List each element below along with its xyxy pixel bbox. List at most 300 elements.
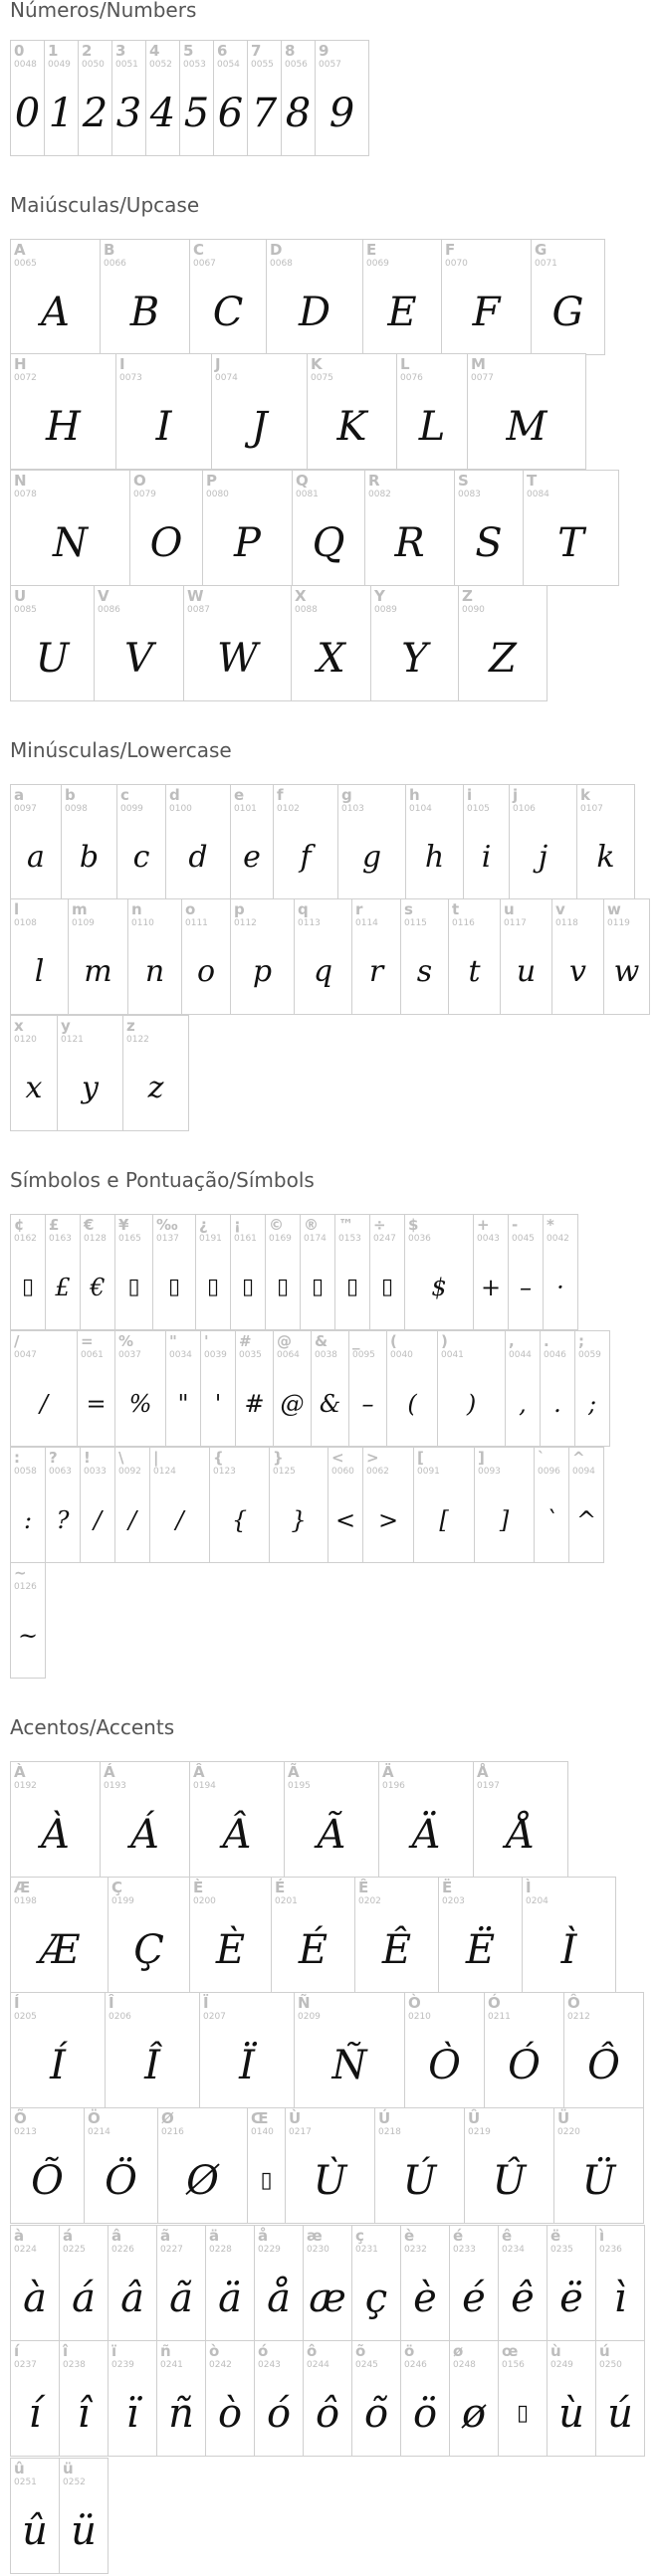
glyph-sample: / <box>93 1505 103 1534</box>
character-code: 0197 <box>477 1781 500 1791</box>
glyph-sample: J <box>251 403 268 450</box>
glyph-sample: d <box>188 840 208 875</box>
glyph-cell <box>61 784 117 900</box>
character-code: 0059 <box>578 1350 601 1360</box>
character-code: 0207 <box>203 2012 226 2022</box>
character-label: ö <box>404 2342 415 2360</box>
glyph-sample: p <box>252 954 273 989</box>
glyph-cell <box>235 1330 274 1447</box>
glyph-cell <box>449 2340 499 2457</box>
section-title: Maiúsculas/Upcase <box>10 193 200 217</box>
glyph-cell <box>509 784 577 900</box>
character-code: 0055 <box>251 60 274 70</box>
glyph-cell <box>534 1447 569 1563</box>
character-label: L <box>400 355 410 373</box>
character-code: 0079 <box>133 490 156 499</box>
glyph-sample: Î <box>144 2042 160 2088</box>
glyph-cell <box>603 898 650 1015</box>
character-label: Ù <box>289 2109 302 2127</box>
glyph-cell <box>334 1214 370 1330</box>
glyph-cell <box>189 1761 285 1878</box>
glyph-sample: N <box>53 519 88 566</box>
character-label: ^ <box>572 1449 585 1467</box>
glyph-cell <box>266 239 363 355</box>
character-label: Ê <box>358 1879 369 1896</box>
glyph-cell <box>354 1877 439 1993</box>
character-code: 0050 <box>82 60 105 70</box>
glyph-sample: T <box>557 519 584 566</box>
character-label: ) <box>441 1332 448 1350</box>
character-code: 0110 <box>131 918 154 928</box>
glyph-cell <box>202 470 293 586</box>
glyph-cell <box>10 470 130 586</box>
character-code: 0086 <box>98 605 120 615</box>
glyph-cell <box>156 2225 206 2341</box>
character-label: M <box>471 355 486 373</box>
glyph-cell <box>500 898 552 1015</box>
character-code: 0095 <box>352 1350 375 1360</box>
character-label: c <box>120 786 129 804</box>
glyph-cell <box>351 898 401 1015</box>
character-label: q <box>298 900 309 918</box>
glyph-cell <box>531 239 605 355</box>
character-code: 0115 <box>404 918 427 928</box>
glyph-cell <box>553 2107 644 2224</box>
character-label: ¿ <box>199 1216 208 1234</box>
glyph-cell <box>77 1330 115 1447</box>
glyph-row <box>10 1761 567 1878</box>
character-code: 0165 <box>118 1234 141 1244</box>
character-code: 0209 <box>298 2012 321 2022</box>
character-code: 0052 <box>149 60 172 70</box>
glyph-row <box>10 353 585 470</box>
character-code: 0191 <box>199 1234 222 1244</box>
glyph-sample: v <box>569 954 586 989</box>
character-label: 2 <box>82 42 93 60</box>
character-code: 0218 <box>378 2127 401 2137</box>
character-code: 0069 <box>366 259 389 269</box>
glyph-cell <box>10 40 45 156</box>
glyph-cell <box>438 1877 523 1993</box>
glyph-cell <box>300 1214 335 1330</box>
glyph-cell <box>10 2225 60 2341</box>
glyph-sample: > <box>377 1505 399 1534</box>
character-label: ü <box>63 2460 74 2477</box>
character-code: 0241 <box>160 2360 183 2370</box>
character-code: 0238 <box>63 2360 86 2370</box>
glyph-sample: t <box>468 954 481 989</box>
glyph-sample: P <box>234 519 261 566</box>
character-label: Ó <box>488 1994 501 2012</box>
character-label: 5 <box>183 42 194 60</box>
character-code: 0108 <box>14 918 37 928</box>
character-code: 0116 <box>452 918 475 928</box>
glyph-cell <box>183 585 292 701</box>
character-label: ( <box>390 1332 397 1350</box>
glyph-sample: m <box>84 954 112 989</box>
character-code: 0073 <box>119 373 142 383</box>
glyph-row <box>10 239 604 355</box>
character-label: t <box>452 900 460 918</box>
character-label: Æ <box>14 1879 31 1896</box>
character-label: È <box>193 1879 204 1896</box>
character-label: * <box>547 1216 554 1234</box>
character-code: 0074 <box>215 373 238 383</box>
character-code: 0036 <box>408 1234 431 1244</box>
glyph-cell <box>576 784 635 900</box>
character-code: 0196 <box>382 1781 405 1791</box>
glyph-row <box>10 2458 108 2574</box>
glyph-cell <box>285 2107 375 2224</box>
character-code: 0122 <box>126 1035 149 1045</box>
glyph-cell <box>10 239 101 355</box>
character-label: u <box>504 900 515 918</box>
character-label: ñ <box>160 2342 171 2360</box>
character-label: ~ <box>14 1564 27 1582</box>
character-label: P <box>206 472 217 490</box>
character-label: õ <box>355 2342 366 2360</box>
character-label: ® <box>304 1216 319 1234</box>
character-label: n <box>131 900 142 918</box>
glyph-sample: [ <box>439 1505 449 1534</box>
character-label: C <box>193 241 205 259</box>
character-code: 0082 <box>368 490 391 499</box>
character-code: 0038 <box>315 1350 337 1360</box>
character-code: 0042 <box>547 1234 569 1244</box>
character-label: o <box>185 900 196 918</box>
character-label: e <box>234 786 245 804</box>
character-code: 0064 <box>277 1350 300 1360</box>
glyph-cell <box>362 1447 414 1563</box>
section-title: Símbolos e Pontuação/Símbols <box>10 1168 315 1192</box>
glyph-cell <box>328 1447 363 1563</box>
character-label: d <box>169 786 180 804</box>
glyph-sample: M <box>506 403 548 450</box>
character-code: 0206 <box>109 2012 131 2022</box>
glyph-cell <box>108 2225 157 2341</box>
glyph-cell <box>441 239 532 355</box>
character-label: # <box>239 1332 252 1350</box>
glyph-sample: $ <box>431 1273 447 1301</box>
character-code: 0060 <box>331 1467 354 1477</box>
character-label: 3 <box>115 42 126 60</box>
glyph-sample: Ê <box>381 1926 412 1973</box>
glyph-sample: ( <box>407 1389 417 1418</box>
glyph-cell <box>230 784 274 900</box>
glyph-cell <box>10 353 116 470</box>
glyph-sample: ú <box>607 2390 633 2437</box>
glyph-cell <box>303 2225 352 2341</box>
glyph-sample: / <box>127 1505 137 1534</box>
glyph-sample: . <box>553 1389 561 1418</box>
glyph-cell <box>10 1447 46 1563</box>
glyph-cell <box>348 1330 387 1447</box>
character-label: m <box>72 900 88 918</box>
glyph-sample: ? <box>56 1505 70 1534</box>
character-code: 0065 <box>14 259 37 269</box>
glyph-cell <box>454 470 524 586</box>
character-code: 0107 <box>580 804 603 814</box>
glyph-cell <box>247 40 282 156</box>
glyph-sample: Í <box>50 2042 66 2088</box>
glyph-sample: î <box>77 2390 91 2437</box>
glyph-sample: Ï <box>239 2042 255 2088</box>
character-label: Ö <box>88 2109 101 2127</box>
character-label: ¢ <box>14 1216 25 1234</box>
glyph-sample: ô <box>315 2390 340 2437</box>
glyph-cell <box>10 784 62 900</box>
glyph-sample: n <box>144 954 165 989</box>
character-label: : <box>14 1449 20 1467</box>
character-label: T <box>527 472 538 490</box>
character-label: Ì <box>526 1879 532 1896</box>
glyph-cell <box>413 1447 475 1563</box>
glyph-sample: k <box>596 840 615 875</box>
glyph-sample: à <box>23 2275 47 2321</box>
character-code: 0113 <box>298 918 321 928</box>
glyph-sample: ò <box>217 2390 243 2437</box>
glyph-cell <box>45 1447 81 1563</box>
glyph-sample: ä <box>218 2275 242 2321</box>
glyph-sample: Á <box>130 1811 159 1858</box>
character-code: 0061 <box>81 1350 104 1360</box>
character-code: 0153 <box>338 1234 361 1244</box>
character-label: Œ <box>251 2109 269 2127</box>
character-label: Ü <box>557 2109 570 2127</box>
glyph-cell <box>281 40 316 156</box>
glyph-sample: 0 <box>14 90 41 136</box>
character-label: 4 <box>149 42 160 60</box>
character-label: ™ <box>338 1216 353 1234</box>
glyph-sample: W <box>216 635 259 682</box>
glyph-cell <box>205 2225 255 2341</box>
glyph-sample: A <box>41 289 70 335</box>
glyph-sample: Å <box>506 1811 536 1858</box>
character-code: 0251 <box>14 2477 37 2487</box>
character-label: E <box>366 241 377 259</box>
glyph-sample: f <box>300 840 312 875</box>
character-label: è <box>404 2227 415 2245</box>
character-label: © <box>269 1216 284 1234</box>
section-title: Minúsculas/Lowercase <box>10 738 232 762</box>
glyph-sample: ▯ <box>516 2401 530 2426</box>
glyph-sample: 1 <box>48 90 75 136</box>
character-code: 0232 <box>404 2245 427 2255</box>
glyph-sample: D <box>298 289 331 335</box>
character-label: Ë <box>442 1879 453 1896</box>
glyph-cell <box>484 1992 564 2108</box>
character-code: 0047 <box>14 1350 37 1360</box>
character-code: 0045 <box>512 1234 535 1244</box>
glyph-sample: ▯ <box>241 1275 255 1299</box>
glyph-cell <box>458 585 548 701</box>
glyph-sample: ç <box>364 2275 388 2321</box>
character-code: 0192 <box>14 1781 37 1791</box>
character-code: 0248 <box>453 2360 476 2370</box>
character-code: 0033 <box>84 1467 107 1477</box>
glyph-sample: ~ <box>17 1621 39 1650</box>
glyph-sample: Ü <box>581 2157 616 2204</box>
character-code: 0093 <box>478 1467 501 1477</box>
glyph-sample: è <box>413 2275 437 2321</box>
glyph-cell <box>80 1214 115 1330</box>
character-label: ã <box>160 2227 171 2245</box>
character-label: ä <box>209 2227 220 2245</box>
glyph-sample: û <box>22 2507 48 2554</box>
glyph-cell <box>400 2225 450 2341</box>
glyph-sample: ▯ <box>127 1275 140 1299</box>
character-code: 0088 <box>295 605 318 615</box>
character-label: N <box>14 472 27 490</box>
glyph-cell <box>404 1992 485 2108</box>
character-code: 0106 <box>513 804 536 814</box>
character-label: $ <box>408 1216 419 1234</box>
character-code: 0043 <box>477 1234 500 1244</box>
character-label: 1 <box>48 42 59 60</box>
character-code: 0090 <box>462 605 485 615</box>
glyph-sample: # <box>244 1389 265 1418</box>
glyph-sample: Ñ <box>331 2042 367 2088</box>
character-label: % <box>118 1332 134 1350</box>
glyph-sample: Y <box>401 635 428 682</box>
glyph-cell <box>205 2340 255 2457</box>
glyph-cell <box>303 2340 352 2457</box>
character-code: 0245 <box>355 2360 378 2370</box>
character-label: ë <box>550 2227 561 2245</box>
character-code: 0076 <box>400 373 423 383</box>
glyph-cell <box>200 1330 236 1447</box>
glyph-sample: õ <box>363 2390 389 2437</box>
glyph-cell <box>45 1214 81 1330</box>
character-label: W <box>187 587 204 605</box>
glyph-sample: ▯ <box>276 1275 290 1299</box>
glyph-cell <box>370 585 459 701</box>
glyph-cell <box>59 2340 109 2457</box>
glyph-cell <box>10 1214 46 1330</box>
character-code: 0058 <box>14 1467 37 1477</box>
character-label: X <box>295 587 307 605</box>
character-code: 0092 <box>118 1467 141 1477</box>
character-label: À <box>14 1763 26 1781</box>
glyph-row <box>10 2340 644 2457</box>
glyph-sample: ) <box>466 1389 477 1418</box>
character-code: 0085 <box>14 605 37 615</box>
character-code: 0039 <box>204 1350 227 1360</box>
glyph-sample: % <box>128 1389 152 1418</box>
character-code: 0193 <box>104 1781 126 1791</box>
glyph-sample: z <box>147 1071 164 1105</box>
character-code: 0237 <box>14 2360 37 2370</box>
character-code: 0048 <box>14 60 37 70</box>
glyph-sample: Ä <box>411 1811 441 1858</box>
glyph-cell <box>448 898 501 1015</box>
glyph-sample: O <box>149 519 183 566</box>
character-code: 0226 <box>111 2245 134 2255</box>
glyph-sample: C <box>212 289 244 335</box>
character-code: 0057 <box>319 60 341 70</box>
glyph-sample: á <box>72 2275 96 2321</box>
glyph-cell <box>273 1330 312 1447</box>
character-code: 0202 <box>358 1896 381 1906</box>
glyph-sample: u <box>516 954 537 989</box>
glyph-sample: Z <box>489 635 517 682</box>
character-label: Î <box>109 1994 114 2012</box>
character-code: 0195 <box>288 1781 311 1791</box>
glyph-cell <box>449 2225 499 2341</box>
character-label: ¡ <box>234 1216 241 1234</box>
character-code: 0054 <box>217 60 240 70</box>
character-label: k <box>580 786 590 804</box>
character-code: 0075 <box>311 373 333 383</box>
glyph-sample: – <box>520 1273 532 1301</box>
glyph-cell <box>199 1992 295 2108</box>
glyph-row <box>10 1877 615 1993</box>
character-label: ÷ <box>373 1216 386 1234</box>
glyph-row <box>10 1992 643 2108</box>
character-code: 0228 <box>209 2245 232 2255</box>
glyph-sample: L <box>418 403 446 450</box>
glyph-sample: È <box>215 1926 246 1973</box>
character-label: b <box>65 786 76 804</box>
glyph-row <box>10 1330 609 1447</box>
glyph-row <box>10 1562 45 1679</box>
glyph-sample: R <box>394 519 425 566</box>
character-label: û <box>14 2460 25 2477</box>
glyph-sample: 9 <box>329 90 355 136</box>
glyph-cell <box>315 40 369 156</box>
character-label: f <box>277 786 284 804</box>
glyph-cell <box>505 1330 541 1447</box>
glyph-cell <box>254 2340 304 2457</box>
glyph-sample: ▯ <box>345 1275 359 1299</box>
glyph-sample: ' <box>214 1389 222 1418</box>
character-code: 0101 <box>234 804 257 814</box>
glyph-sample: ▯ <box>311 1275 325 1299</box>
character-label: ‰ <box>156 1216 178 1234</box>
glyph-cell <box>595 2340 645 2457</box>
character-label: Ã <box>288 1763 300 1781</box>
glyph-cell <box>129 470 203 586</box>
glyph-sample: & <box>319 1389 341 1418</box>
glyph-row <box>10 470 618 586</box>
character-label: | <box>153 1449 159 1467</box>
character-code: 0078 <box>14 490 37 499</box>
character-code: 0234 <box>502 2245 525 2255</box>
glyph-sample: 8 <box>285 90 312 136</box>
character-code: 0084 <box>527 490 549 499</box>
character-code: 0201 <box>275 1896 298 1906</box>
character-code: 0140 <box>251 2127 274 2137</box>
glyph-cell <box>10 585 95 701</box>
glyph-cell <box>152 1214 196 1330</box>
character-label: Û <box>468 2109 481 2127</box>
character-code: 0087 <box>187 605 210 615</box>
glyph-cell <box>122 1015 189 1131</box>
character-label: x <box>14 1017 24 1035</box>
character-label: i <box>467 786 473 804</box>
character-label: Y <box>374 587 385 605</box>
glyph-cell <box>400 898 449 1015</box>
glyph-cell <box>165 1330 201 1447</box>
character-code: 0068 <box>270 259 293 269</box>
character-label: & <box>315 1332 329 1350</box>
glyph-cell <box>474 1447 535 1563</box>
glyph-sample: g <box>361 840 382 875</box>
glyph-sample: S <box>475 519 503 566</box>
glyph-sample: G <box>551 289 584 335</box>
glyph-cell <box>114 1330 166 1447</box>
character-code: 0216 <box>161 2127 184 2137</box>
